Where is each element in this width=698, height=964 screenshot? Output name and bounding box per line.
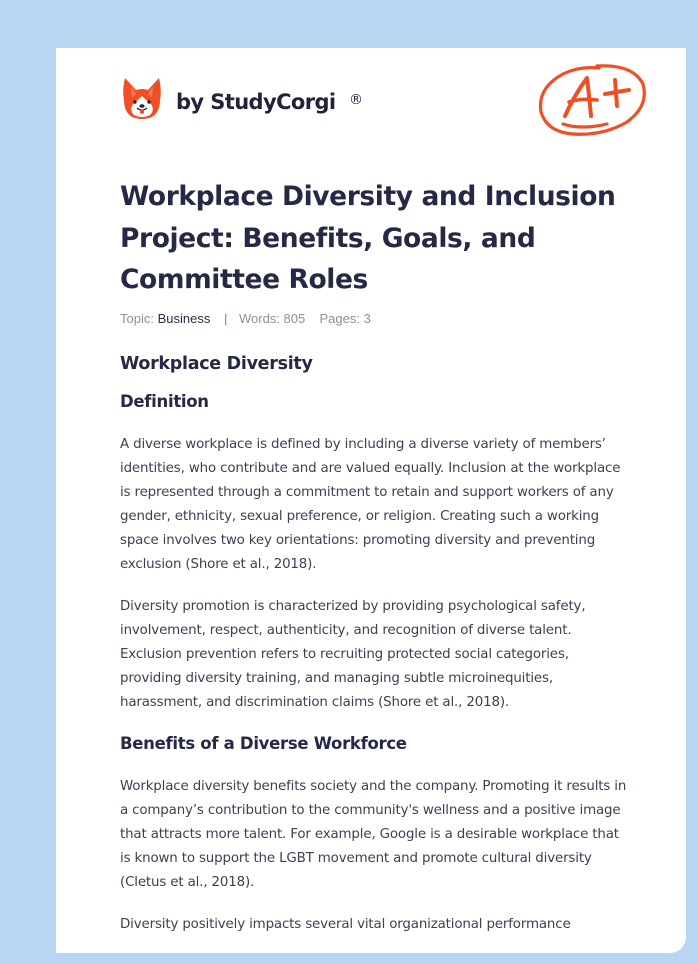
subsection-heading: Benefits of a Diverse Workforce <box>120 734 407 753</box>
paragraph: A diverse workplace is defined by including a diverse variety of members’ identities, who contribute and are valued equally. Inclusion at the workplace is represented through a commitment to retain and support workers of any gender, ethnicity, sexual preference, or religion. Creating such a working space involves two key orientations: promoting diversity and preventing exclusion (Shore et al., 2018). <box>120 437 621 572</box>
meta-separator: | <box>223 311 228 326</box>
a-plus-grade-icon <box>537 60 649 142</box>
studycorgi-logo[interactable] <box>122 76 336 120</box>
topic-label: Topic: <box>120 311 154 326</box>
pages-label: Pages: <box>319 311 360 326</box>
subsection-heading: Definition <box>120 392 209 411</box>
registered-mark: ® <box>349 92 363 108</box>
paragraph: Diversity positively impacts several vital organizational performance <box>120 917 571 932</box>
article-title: Workplace Diversity and Inclusion Project: Benefits, Goals, and Committee Roles <box>120 181 616 295</box>
document-card <box>56 48 686 953</box>
words-value: 805 <box>283 311 306 326</box>
topic-value[interactable]: Business <box>157 311 211 326</box>
paragraph: Diversity promotion is characterized by providing psychological safety, involvement, respect, authenticity, and recognition of diverse talent. Exclusion prevention refers to recruiting protected social categories, providing diversity training, and managing subtle microinequities, harassment, and discrimination claims (Shore et al., 2018). <box>120 599 586 710</box>
page-header <box>120 76 650 146</box>
corgi-icon <box>122 76 162 120</box>
section-heading: Workplace Diversity <box>120 354 313 374</box>
pages-value: 3 <box>363 311 371 326</box>
brand-name: by StudyCorgi <box>176 90 336 114</box>
article-meta <box>120 311 371 326</box>
words-label: Words: <box>238 311 280 326</box>
paragraph: Workplace diversity benefits society and the company. Promoting it results in a company’s contribution to the community's wellness and a positive image that attracts more talent. For example, Google is a desirable workplace that is known to support the LGBT movement and promote cultural diversity (Cletus et al., 2018). <box>120 779 627 890</box>
